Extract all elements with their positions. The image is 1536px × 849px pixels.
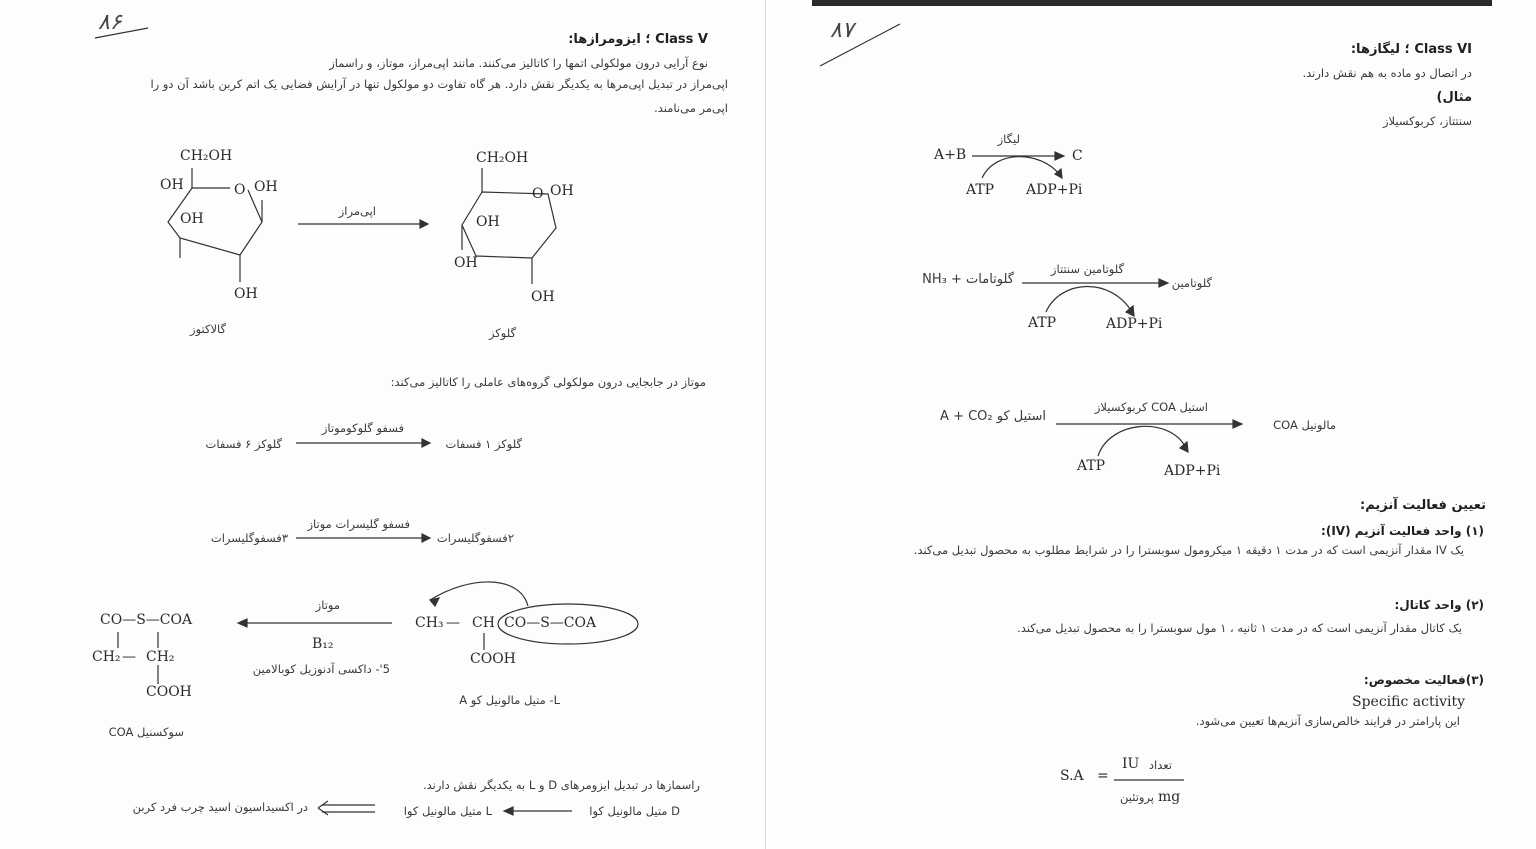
rx3-product-cooh: COOH <box>146 684 192 700</box>
glucose-oh-right: OH <box>550 183 574 199</box>
rxA-enzyme: لیگاز <box>997 132 1020 146</box>
glucose-label: گلوکز <box>488 326 516 340</box>
rxB-adp: ADP+Pi <box>1106 316 1163 332</box>
rx3-product-ch2-left: CH₂ <box>92 649 121 665</box>
intro-line-3: اپی‌مر می‌نامند. <box>654 101 728 115</box>
galactose-label: گالاکتوز <box>190 322 226 336</box>
rx4-l-form: L متیل مالونیل کوا <box>403 804 492 818</box>
galactose-oh-mid: OH <box>180 211 204 227</box>
rx1-substrate: گلوکز ۱ فسفات <box>445 437 522 451</box>
rxA-adp: ADP+Pi <box>1026 182 1083 198</box>
intro-line-2: اپی‌مراز در تبدیل اپی‌مرها به یکدیگر نقش دارد. هر گاه تفاوت دو مولکول تنها در آرایش فضایی یک اتم کربن باشد آن دو را <box>150 77 728 91</box>
racemase-description: راسمازها در تبدیل ایزومرهای D و L به یکدیگر نقش دارند. <box>422 778 700 792</box>
glucose-oh-mid: OH <box>476 214 500 230</box>
glucose-oh-bottom: OH <box>531 289 555 305</box>
iu-text: یک IV مقدار آنزیمی است که در مدت ۱ دقیقه ۱ میکرومول سوبسترا را در شرایط مطلوب به محصول تبدیل می‌کند. <box>913 543 1464 557</box>
galactose-ring-oxygen: O <box>234 182 246 198</box>
formula-denominator-word: پروتئین <box>1120 790 1154 804</box>
example-text: سنتتاز، کربوکسیلاز <box>1382 114 1472 128</box>
rx2-product: ۳فسفوگلیسرات <box>210 531 288 545</box>
formula-lhs: S.A <box>1060 768 1084 784</box>
rx1-product: گلوکز ۶ فسفات <box>205 437 282 451</box>
galactose-ch2oh: CH₂OH <box>180 148 233 164</box>
galactose-oh-right: OH <box>254 179 278 195</box>
rxA-atp: ATP <box>966 182 995 198</box>
rx3-cofactor: B₁₂ <box>312 636 334 652</box>
katal-heading: (۲) واحد کاتال: <box>1394 598 1484 612</box>
formula-numerator-word: تعداد <box>1148 758 1172 772</box>
rxC-adp: ADP+Pi <box>1164 463 1221 479</box>
class-vi-heading: Class VI ؛ لیگازها: <box>1350 42 1472 57</box>
specific-activity-text: این پارامتر در فرایند خالص‌سازی آنزیم‌ها تعیین می‌شود. <box>1195 714 1460 728</box>
rx3-product-ch2-right: CH₂ <box>146 649 175 665</box>
rxC-product: مالونیل COA <box>1273 418 1336 432</box>
formula-equals: = <box>1097 768 1109 784</box>
specific-activity-heading: (۳)فعالیت مخصوص: <box>1363 673 1484 687</box>
rx3-ch: CH <box>472 615 495 631</box>
glucose-oh-left: OH <box>454 255 478 271</box>
rx3-product-top: CO—S—COA <box>100 612 193 628</box>
rx4-d-form: D متیل مالونیل کوا <box>589 804 680 818</box>
katal-text: یک کاتال مقدار آنزیمی است که در مدت ۱ ثانیه ، ۱ مول سوبسترا را به محصول تبدیل می‌کند. <box>1017 621 1462 635</box>
formula-denominator-unit: mg <box>1158 789 1181 805</box>
rx4-note: در اکسیداسیون اسید چرب فرد کربن <box>132 800 308 814</box>
epimerase-label: اپی‌مراز <box>338 204 376 218</box>
rx3-product-name: سوکسنیل COA <box>108 725 184 739</box>
rx1-enzyme: فسفو گلوکوموتاز <box>321 421 404 435</box>
glucose-ch2oh: CH₂OH <box>476 150 529 166</box>
activity-heading: تعیین فعالیت آنزیم: <box>1360 498 1486 513</box>
rxC-atp: ATP <box>1077 458 1106 474</box>
rx3-cooh: COOH <box>470 651 516 667</box>
rx2-substrate: ۲فسفوگلیسرات <box>436 531 514 545</box>
rxB-atp: ATP <box>1028 315 1057 331</box>
formula-numerator-unit: IU <box>1122 756 1140 772</box>
rx3-enzyme: موتاز <box>315 598 340 612</box>
specific-activity-english: Specific activity <box>1352 694 1465 710</box>
rxA-product: C <box>1072 148 1083 164</box>
rxB-substrate: گلوتامات + NH₃ <box>922 272 1014 287</box>
class-v-heading: Class V ؛ ایزومرازها: <box>568 32 708 47</box>
rxA-substrate: A+B <box>934 147 967 163</box>
top-rule <box>812 0 1492 6</box>
page-number-right: ۸۷ <box>830 18 854 43</box>
intro-line-1: نوع آرایی درون مولکولی اتمها را کاتالیز می‌کنند. مانند اپی‌مراز، موتاز، و راسماز <box>329 56 708 70</box>
rx3-cofactor-name: 5'- داکسی آدنوزیل کوبالامین <box>252 662 390 676</box>
example-label: مثال) <box>1436 90 1472 105</box>
rxB-enzyme: گلوتامین سنتتاز <box>1050 262 1124 276</box>
rx3-ch3: CH₃ <box>415 615 444 631</box>
mutase-description: موتاز در جابجایی درون مولکولی گروه‌های عاملی را کاتالیز می‌کند: <box>390 375 706 389</box>
iu-heading: (۱) واحد فعالیت آنزیم (IV): <box>1321 524 1484 538</box>
ligase-intro: در اتصال دو ماده به هم نقش دارند. <box>1302 66 1472 80</box>
galactose-oh-bottom: OH <box>234 286 258 302</box>
rxB-product: گلوتامین <box>1171 276 1212 290</box>
rx2-enzyme: فسفو گلیسرات موتاز <box>307 517 410 531</box>
galactose-oh-top-left: OH <box>160 177 184 193</box>
rx3-co-s-coa: CO—S—COA <box>504 615 597 631</box>
glucose-ring-oxygen: O <box>532 186 544 202</box>
rxC-enzyme: استیل COA کربوکسیلاز <box>1094 400 1208 414</box>
page-number-left: ۸۶ <box>98 10 122 35</box>
rx3-substrate-name: L- متیل مالونیل کو A <box>459 693 560 707</box>
rxC-substrate: استیل کو A + CO₂ <box>940 409 1046 424</box>
